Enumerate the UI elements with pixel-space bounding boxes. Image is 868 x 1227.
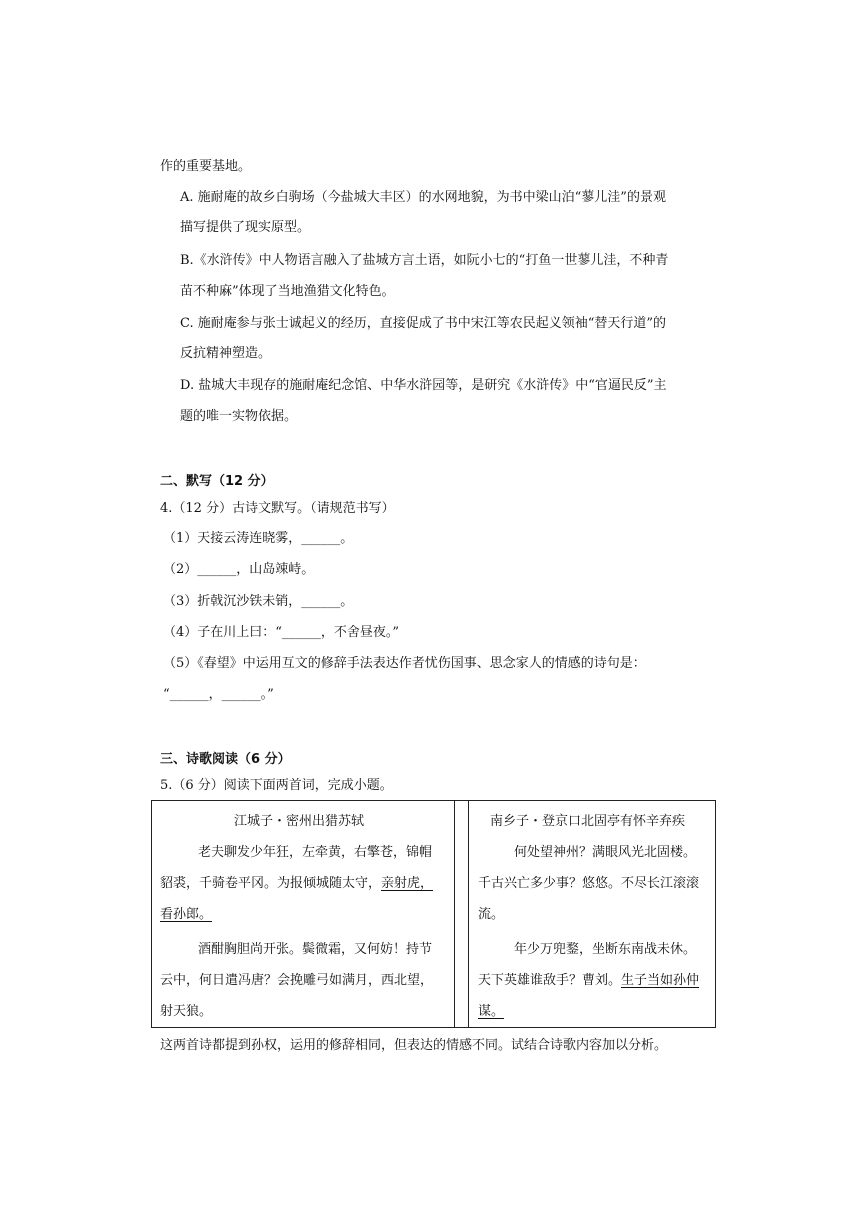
poem-left-line: 老夫聊发少年狂，左牵黄，右擎苍，锦帽 [198,845,433,860]
option-a-line1: A. 施耐庵的故乡白驹场（今盐城大丰区）的水网地貌，为书中梁山泊“蓼儿洼”的景观 [180,190,666,205]
option-d-line1: D. 盐城大丰现存的施耐庵纪念馆、中华水浒园等，是研究《水浒传》中“官逼民反”主 [180,378,667,393]
poem-right-line [478,972,699,990]
poem-right-line: 千古兴亡多少事？悠悠。不尽长江滚滚 [478,876,700,891]
q4-question: 4.（12 分）古诗文默写。（请规范书写） [160,501,395,516]
option-a-line2: 描写提供了现实原型。 [180,220,311,235]
poem-right-underlined: 生子当如孙仲 [621,973,700,988]
poem-left-line: 云中，何日遣冯唐？会挽雕弓如满月，西北望， [160,973,434,988]
option-b-line1: B.《水浒传》中人物语言融入了盐城方言土语，如阮小七的“打鱼一世蓼儿洼，不种青 [180,253,669,268]
q4-item5: （5）《春望》中运用互文的修辞手法表达作者忧伤国事、思念家人的情感的诗句是： [163,656,646,671]
q4-item5-answer: “______，______。” [163,687,274,702]
section3-heading: 三、诗歌阅读（6 分） [160,752,291,767]
poem-table [151,800,716,1028]
q5-question: 5.（6 分）阅读下面两首词，完成小题。 [160,778,393,793]
poem-left-underlined: 看孙郎。 [160,907,213,922]
option-b-line2: 苗不种麻”体现了当地渔猎文化特色。 [180,284,395,299]
poem-left-underlined: 亲射虎， [381,876,434,891]
intro-tail: 作的重要基地。 [160,159,252,174]
option-d-line2: 题的唯一实物依据。 [180,409,298,424]
poem-right-text: 天下英雄谁敌手？曹刘。 [478,973,622,988]
poem-left-line [160,906,212,924]
option-c-line1: C. 施耐庵参与张士诚起义的经历，直接促成了书中宋江等农民起义领袖“替天行道”的 [180,316,667,331]
option-c-line2: 反抗精神塑造。 [180,346,272,361]
q4-item1: （1）天接云涛连晓雾，______。 [163,531,354,546]
poem-right-title: 南乡子・登京口北固亭有怀辛弃疾 [490,814,686,829]
poem-left-title: 江城子・密州出猎苏轼 [234,814,365,829]
poem-left-line [160,875,433,893]
poem-left-text: 貂裘，千骑卷平冈。为报倾城随太守， [160,876,382,891]
poem-right-underlined: 谋。 [478,1004,505,1019]
poem-right-line: 流。 [478,907,505,922]
section2-heading: 二、默写（12 分） [160,474,274,489]
column-divider [468,801,469,1027]
poem-left-line: 酒酣胸胆尚开张。鬓微霜，又何妨！持节 [198,942,433,957]
column-divider [454,801,455,1027]
q4-item2: （2）______，山岛竦峙。 [163,562,315,577]
q4-item3: （3）折戟沉沙铁未销，______。 [163,594,354,609]
poem-right-line: 年少万兜鍪，坐断东南战未休。 [514,942,697,957]
q4-item4: （4）子在川上曰：“______，不舍昼夜。” [163,625,400,640]
poem-right-line: 何处望神州？满眼风光北固楼。 [514,845,697,860]
poem-left-line: 射天狼。 [160,1004,213,1019]
poem-right-line [478,1003,504,1021]
q5-prompt: 这两首诗都提到孙权，运用的修辞相同，但表达的情感不同。试结合诗歌内容加以分析。 [160,1038,668,1053]
